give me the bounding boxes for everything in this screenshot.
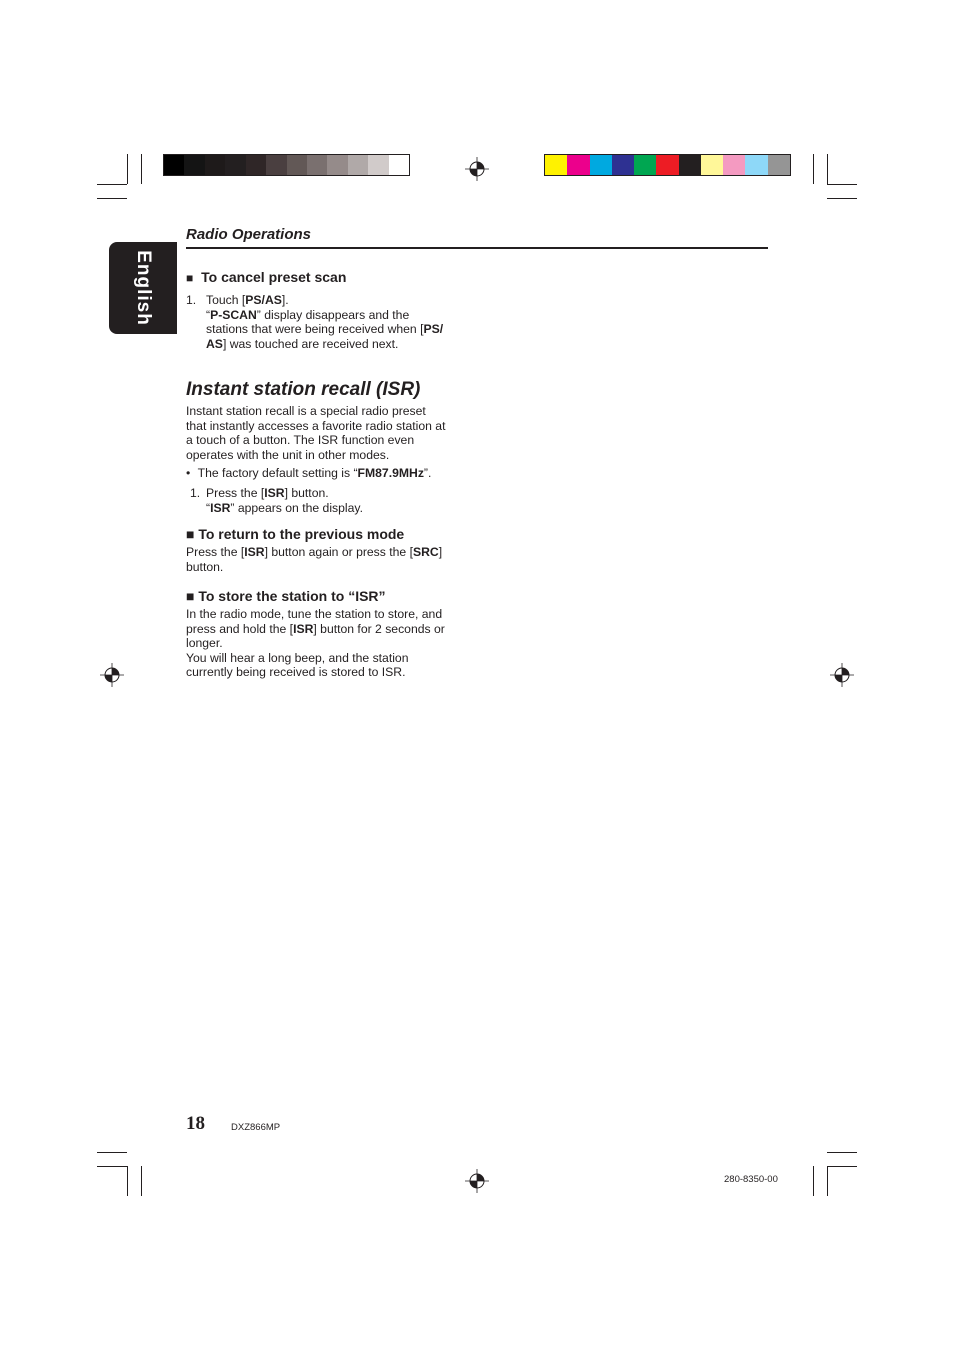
color-swatch (679, 155, 701, 175)
crop-mark (827, 184, 857, 185)
crop-mark (141, 1166, 142, 1196)
intro-line: a touch of a button. The ISR function even (186, 433, 415, 448)
crop-mark (97, 184, 127, 185)
store-station-heading: ■ To store the station to “ISR” (186, 588, 386, 604)
body-line: In the radio mode, tune the station to store, and (186, 607, 443, 621)
body-line: button. (186, 559, 224, 574)
color-swatch (567, 155, 589, 175)
grayscale-color-bar (163, 154, 410, 176)
crop-mark (827, 198, 857, 199)
intro-line: operates with the unit in other modes. (186, 447, 390, 462)
isr-step (190, 486, 480, 515)
step-line: stations that were being received when [PS/ (206, 322, 444, 337)
crop-mark (827, 1152, 857, 1153)
crop-mark (827, 1166, 857, 1167)
step-number: 1. (190, 486, 201, 500)
gray-swatch (266, 155, 286, 175)
intro-line: that instantly accesses a favorite radio station at (186, 418, 446, 433)
isr-title: Instant station recall (ISR) (186, 379, 421, 400)
step-line: “P-SCAN” display disappears and the (206, 307, 410, 322)
registration-mark-icon (465, 1169, 489, 1193)
color-swatch (723, 155, 745, 175)
return-mode-heading: ■ To return to the previous mode (186, 526, 405, 542)
color-swatch (768, 155, 790, 175)
crop-mark (97, 1166, 127, 1167)
crop-mark (127, 1166, 128, 1196)
color-swatch (590, 155, 612, 175)
crop-mark (141, 154, 142, 184)
bullet-marker: • (186, 466, 191, 480)
body-line: longer. (186, 636, 223, 651)
cancel-scan-heading (186, 269, 346, 285)
heading-marker: ■ (186, 271, 194, 285)
gray-swatch (348, 155, 368, 175)
isr-intro (186, 404, 476, 462)
crop-mark (813, 1166, 814, 1196)
crop-mark (97, 1152, 127, 1153)
gray-swatch (164, 155, 184, 175)
color-swatch (612, 155, 634, 175)
color-swatch (545, 155, 567, 175)
body-line: currently being received is stored to ISR. (186, 665, 406, 680)
gray-swatch (184, 155, 204, 175)
registration-mark-icon (830, 663, 854, 687)
color-swatch (701, 155, 723, 175)
crop-mark (827, 1166, 828, 1196)
cancel-scan-step (186, 293, 466, 351)
section-title: Radio Operations (186, 226, 312, 243)
page-number: 18 (186, 1113, 205, 1134)
return-mode-text (186, 545, 476, 574)
step-number: 1. (186, 293, 197, 307)
section-rule (186, 247, 768, 249)
store-station-text (186, 607, 476, 680)
gray-swatch (307, 155, 327, 175)
step-line: AS] was touched are received next. (206, 336, 399, 351)
crop-mark (827, 154, 828, 184)
body-line: Press the [ISR] button again or press the [SRC] (186, 545, 443, 559)
body-line: press and hold the [ISR] button for 2 seconds or (186, 621, 445, 636)
registration-mark-icon (465, 157, 489, 181)
gray-swatch (205, 155, 225, 175)
crop-mark (813, 154, 814, 184)
color-swatch (634, 155, 656, 175)
color-swatch (745, 155, 767, 175)
gray-swatch (287, 155, 307, 175)
model-number: DXZ866MP (231, 1122, 281, 1133)
step-line: Press the [ISR] button. (206, 486, 329, 500)
gray-swatch (327, 155, 347, 175)
gray-swatch (246, 155, 266, 175)
isr-default-bullet: • The factory default setting is “FM87.9MHz”. (186, 466, 432, 480)
language-tab (109, 242, 177, 334)
body-line: You will hear a long beep, and the station (186, 650, 409, 665)
color-swatch (656, 155, 678, 175)
intro-line: Instant station recall is a special radio preset (186, 404, 426, 418)
gray-swatch (225, 155, 245, 175)
crop-mark (97, 198, 127, 199)
part-number: 280-8350-00 (724, 1174, 778, 1185)
gray-swatch (368, 155, 388, 175)
crop-mark (127, 154, 128, 184)
step-line: “ISR” appears on the display. (206, 500, 363, 515)
registration-mark-icon (100, 663, 124, 687)
language-tab-label: English (133, 250, 154, 326)
gray-swatch (389, 155, 409, 175)
process-color-bar (544, 154, 791, 176)
heading-text: To cancel preset scan (201, 269, 347, 285)
step-line: Touch [PS/AS]. (206, 293, 289, 307)
